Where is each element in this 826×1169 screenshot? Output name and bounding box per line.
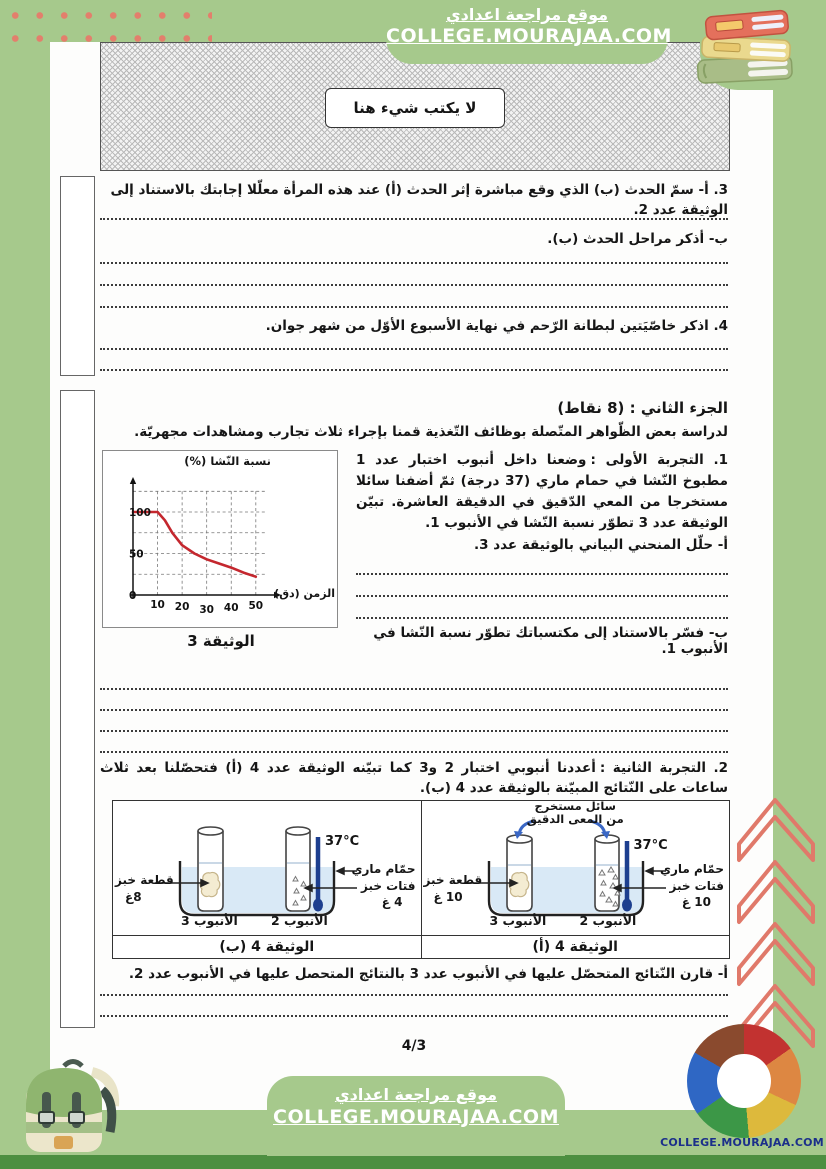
svg-text:30: 30 — [199, 604, 214, 616]
starch-chart — [102, 450, 338, 628]
answer-line — [356, 575, 728, 597]
svg-text:10: 10 — [150, 599, 165, 611]
doc4a-tube3-label: الأنبوب 3 — [489, 913, 547, 928]
backpack-illustration — [12, 1056, 134, 1160]
doc4a-crumbs-label: فتات خبز — [669, 879, 724, 893]
answer-line — [100, 348, 728, 350]
doc4b-crumbs-label: فتات خبز — [360, 879, 416, 893]
answer-line — [100, 218, 728, 220]
doc4b-tube3-label: الأنبوب 3 — [181, 913, 238, 928]
page-number: 4/3 — [401, 1038, 427, 1054]
doc4a-bread-label: قطعة خبز — [423, 873, 483, 887]
header-site-tab — [386, 0, 672, 64]
experiment1-text — [356, 450, 728, 657]
experiment1-lead: 1. التجربة الأولى : — [590, 452, 728, 468]
svg-text:100: 100 — [129, 507, 151, 520]
doc4a-liquid-label — [527, 800, 624, 826]
chevron-arrows-decoration — [733, 786, 819, 1048]
experiment1-row — [100, 450, 728, 657]
document4b-panel — [113, 801, 421, 958]
answer-line — [100, 306, 728, 308]
document4b-caption: الوثيقة 4 (ب) — [113, 935, 421, 958]
document3-caption: الوثيقة 3 — [187, 632, 255, 650]
svg-text:50: 50 — [129, 548, 144, 561]
coral-dots-decoration — [0, 2, 212, 58]
no-write-notice-box — [325, 88, 505, 128]
answer-line — [100, 688, 728, 690]
answer-line — [100, 369, 728, 371]
doc4b-tube2-label: الأنبوب 2 — [271, 913, 328, 928]
experiment1-question-a: أ- حلّل المنحني البياني بالوثيقة عدد 3. — [473, 536, 728, 553]
answer-line — [100, 262, 728, 264]
doc4a-temperature-label: 37°C — [633, 838, 668, 853]
svg-text:0: 0 — [129, 590, 137, 602]
question-3a: 3. أ- سمّ الحدث (ب) الذي وقع مباشرة إثر الحدث (أ) عند هذه المرأة معلّلا إجابتك بالاستناد إلى الوثيقة عدد 2. — [110, 182, 728, 219]
footer-site-url-link[interactable]: COLLEGE.MOURAJAA.COM — [273, 1106, 559, 1128]
answer-line — [100, 730, 728, 732]
experiment2-paragraph — [100, 758, 728, 799]
doc4a-bath-label: حمّام ماري — [659, 862, 724, 876]
experiment2-question-a: أ- قارن النّتائج المتحصّل عليها في الأنبوب عدد 3 بالنتائج المتحصل عليها في الأنبوب عدد 2. — [128, 966, 728, 982]
footer-site-tab — [267, 1076, 565, 1156]
experiment1-body: وضعنا داخل أنبوب اختبار عدد 1 مطبوخ النّشا في حمام ماري (37 درجة) ثمّ أضفنا سائلا مستخرجا من المعي الدّقيق في الدقيقة العاشرة. تبيّن الوثيقة عدد 3 تطوّر نسبة النّشا في الأنبوب 1. — [356, 452, 729, 531]
question-4: 4. اذكر خاصّيَتين لبطانة الرّحم في نهاية الأسبوع الأوّل من شهر جوان. — [265, 318, 728, 334]
site-url-link[interactable]: COLLEGE.MOURAJAA.COM — [386, 25, 672, 47]
doc4b-crumbs-mass: 4 غ — [381, 895, 403, 909]
margin-score-box-1 — [60, 176, 95, 376]
svg-text:50: 50 — [248, 600, 264, 612]
doc4a-crumbs-mass: 10 غ — [681, 895, 711, 909]
doc4b-bath-label: حمّام ماري — [351, 862, 416, 876]
part2-heading: الجزء الثاني : (8 نقاط) — [557, 399, 728, 417]
chart-y-axis-label: نسبة النّشا (%) — [184, 454, 271, 468]
document3-figure — [100, 450, 348, 657]
experiment1-paragraph — [356, 450, 728, 534]
document4a-caption: الوثيقة 4 (أ) — [422, 935, 730, 958]
document4-diagram-box — [112, 800, 730, 959]
site-title-arabic: موقع مراجعة اعدادي — [445, 5, 609, 24]
doc4a-liquid-label-line1: سائل مستخرج — [534, 799, 616, 813]
no-write-notice-text: لا يكتب شيء هنا — [353, 99, 477, 117]
doc4b-temperature-label: 37°C — [325, 834, 360, 849]
svg-text:40: 40 — [223, 602, 239, 614]
experiment2-body: أعددنا أنبوبي اختبار 2 و3 كما تبيّنه الوثيقة عدد 4 (أ) فتحصّلنا بعد ثلاث ساعات على النّتائج المبيّنة بالوثيقة عدد 4 (ب). — [100, 760, 728, 797]
doc4a-tube2-label: الأنبوب 2 — [579, 913, 637, 928]
doc4b-bread-label: قطعة خبز — [115, 873, 174, 887]
experiment1-question-b: ب- فسّر بالاستناد إلى مكتسباتك تطوّر نسبة النّشا في الأنبوب 1. — [373, 624, 728, 657]
footer-site-title: موقع مراجعة اعدادي — [334, 1085, 498, 1104]
answer-line — [100, 994, 728, 996]
chart-x-axis-label: الزمن (دق) — [274, 587, 335, 600]
answer-line — [100, 1015, 728, 1017]
doc4a-bread-mass: 10 غ — [433, 890, 463, 904]
svg-text:20: 20 — [174, 601, 190, 613]
margin-score-box-2 — [60, 390, 95, 1028]
experiment2-lead: 2. التجربة الثانية : — [599, 760, 728, 776]
answer-line — [100, 751, 728, 753]
doc4b-bread-mass: 8غ — [125, 890, 142, 904]
answer-line — [100, 709, 728, 711]
doc4a-liquid-label-line2: من المعى الدقيق — [526, 812, 624, 827]
answer-line — [356, 597, 728, 619]
logo-site-url[interactable]: COLLEGE.MOURAJAA.COM — [660, 1136, 824, 1149]
part2-intro: لدراسة بعض الظّواهر المتّصلة بوظائف التّغذية قمنا بإجراء ثلاث تجارب ومشاهدات مجهريّة. — [134, 424, 728, 440]
books-stack-icon — [692, 4, 800, 88]
document4a-panel — [421, 801, 730, 958]
answer-line — [356, 553, 728, 575]
frame-left — [0, 0, 50, 1169]
answer-line — [100, 284, 728, 286]
science-ring-logo — [687, 1024, 801, 1138]
question-3b: ب- أذكر مراحل الحدث (ب). — [547, 231, 728, 247]
